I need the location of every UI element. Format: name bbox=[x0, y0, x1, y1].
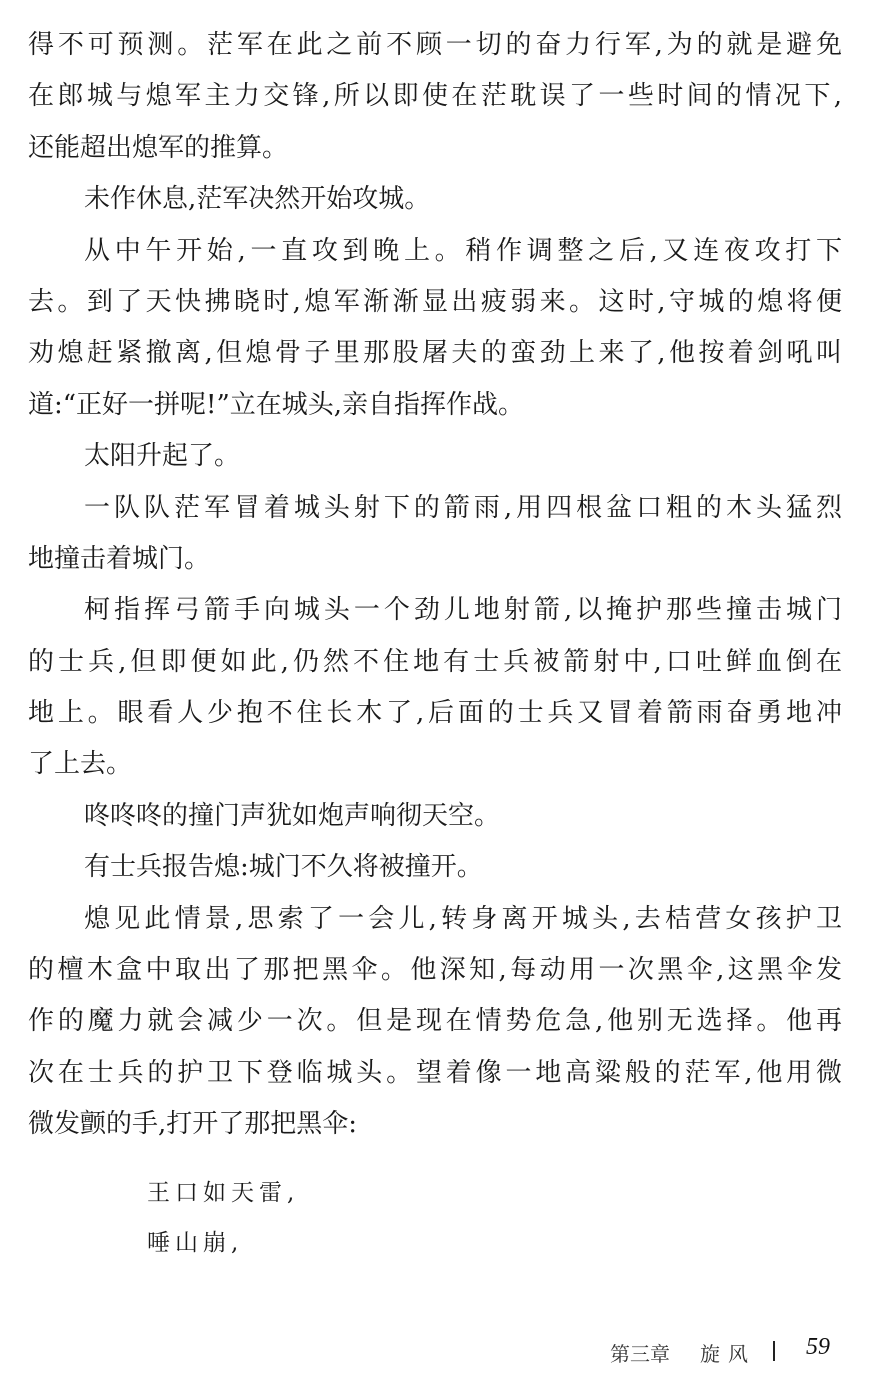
page-footer bbox=[0, 1332, 872, 1372]
text-line: 的檀木盒中取出了那把黑伞。他深知,每动用一次黑伞,这黑伞发 bbox=[28, 955, 842, 986]
text-line: 作的魔力就会减少一次。但是现在情势危急,他别无选择。他再 bbox=[28, 1006, 842, 1037]
text-line: 的士兵,但即便如此,仍然不住地有士兵被箭射中,口吐鲜血倒在 bbox=[28, 646, 842, 677]
text-line: 一队队茫军冒着城头射下的箭雨,用四根盆口粗的木头猛烈 bbox=[84, 492, 842, 523]
text-line: 柯指挥弓箭手向城头一个劲儿地射箭,以掩护那些撞击城门 bbox=[84, 595, 842, 626]
text-line: 道:“正好一拼呢!”立在城头,亲自指挥作战。 bbox=[28, 389, 525, 420]
body-text bbox=[28, 20, 842, 1151]
text-line: 太阳升起了。 bbox=[84, 441, 241, 472]
text-line: 了上去。 bbox=[28, 749, 133, 780]
text-line: 在郎城与熄军主力交锋,所以即使在茫耽误了一些时间的情况下, bbox=[28, 81, 842, 112]
text-line: 劝熄赶紧撤离,但熄骨子里那股屠夫的蛮劲上来了,他按着剑吼叫 bbox=[28, 338, 842, 369]
text-line: 微发颤的手,打开了那把黑伞: bbox=[28, 1109, 358, 1140]
text-line: 熄见此情景,思索了一会儿,转身离开城头,去桔营女孩护卫 bbox=[84, 903, 842, 934]
chapter-title: 旋风 bbox=[700, 1342, 756, 1366]
text-line: 地上。眼看人少抱不住长木了,后面的士兵又冒着箭雨奋勇地冲 bbox=[28, 698, 842, 729]
chapter-label: 第三章 bbox=[610, 1342, 670, 1366]
footer-divider bbox=[773, 1341, 775, 1361]
poem-verse bbox=[147, 1168, 299, 1268]
text-line: 从中午开始,一直攻到晚上。稍作调整之后,又连夜攻打下 bbox=[84, 235, 842, 266]
poem-line: 唾山崩, bbox=[147, 1230, 244, 1256]
text-line: 咚咚咚的撞门声犹如炮声响彻天空。 bbox=[84, 800, 501, 831]
text-line: 次在士兵的护卫下登临城头。望着像一地高粱般的茫军,他用微 bbox=[28, 1057, 842, 1088]
text-line: 还能超出熄军的推算。 bbox=[28, 132, 289, 163]
text-line: 有士兵报告熄:城门不久将被撞开。 bbox=[84, 852, 483, 883]
page-number: 59 bbox=[806, 1334, 830, 1360]
text-line: 未作休息,茫军决然开始攻城。 bbox=[84, 184, 431, 215]
text-line: 去。到了天快拂晓时,熄军渐渐显出疲弱来。这时,守城的熄将便 bbox=[28, 286, 842, 317]
text-line: 地撞击着城门。 bbox=[28, 543, 211, 574]
text-line: 得不可预测。茫军在此之前不顾一切的奋力行军,为的就是避免 bbox=[28, 30, 842, 60]
poem-line: 王口如天雷, bbox=[147, 1180, 300, 1206]
